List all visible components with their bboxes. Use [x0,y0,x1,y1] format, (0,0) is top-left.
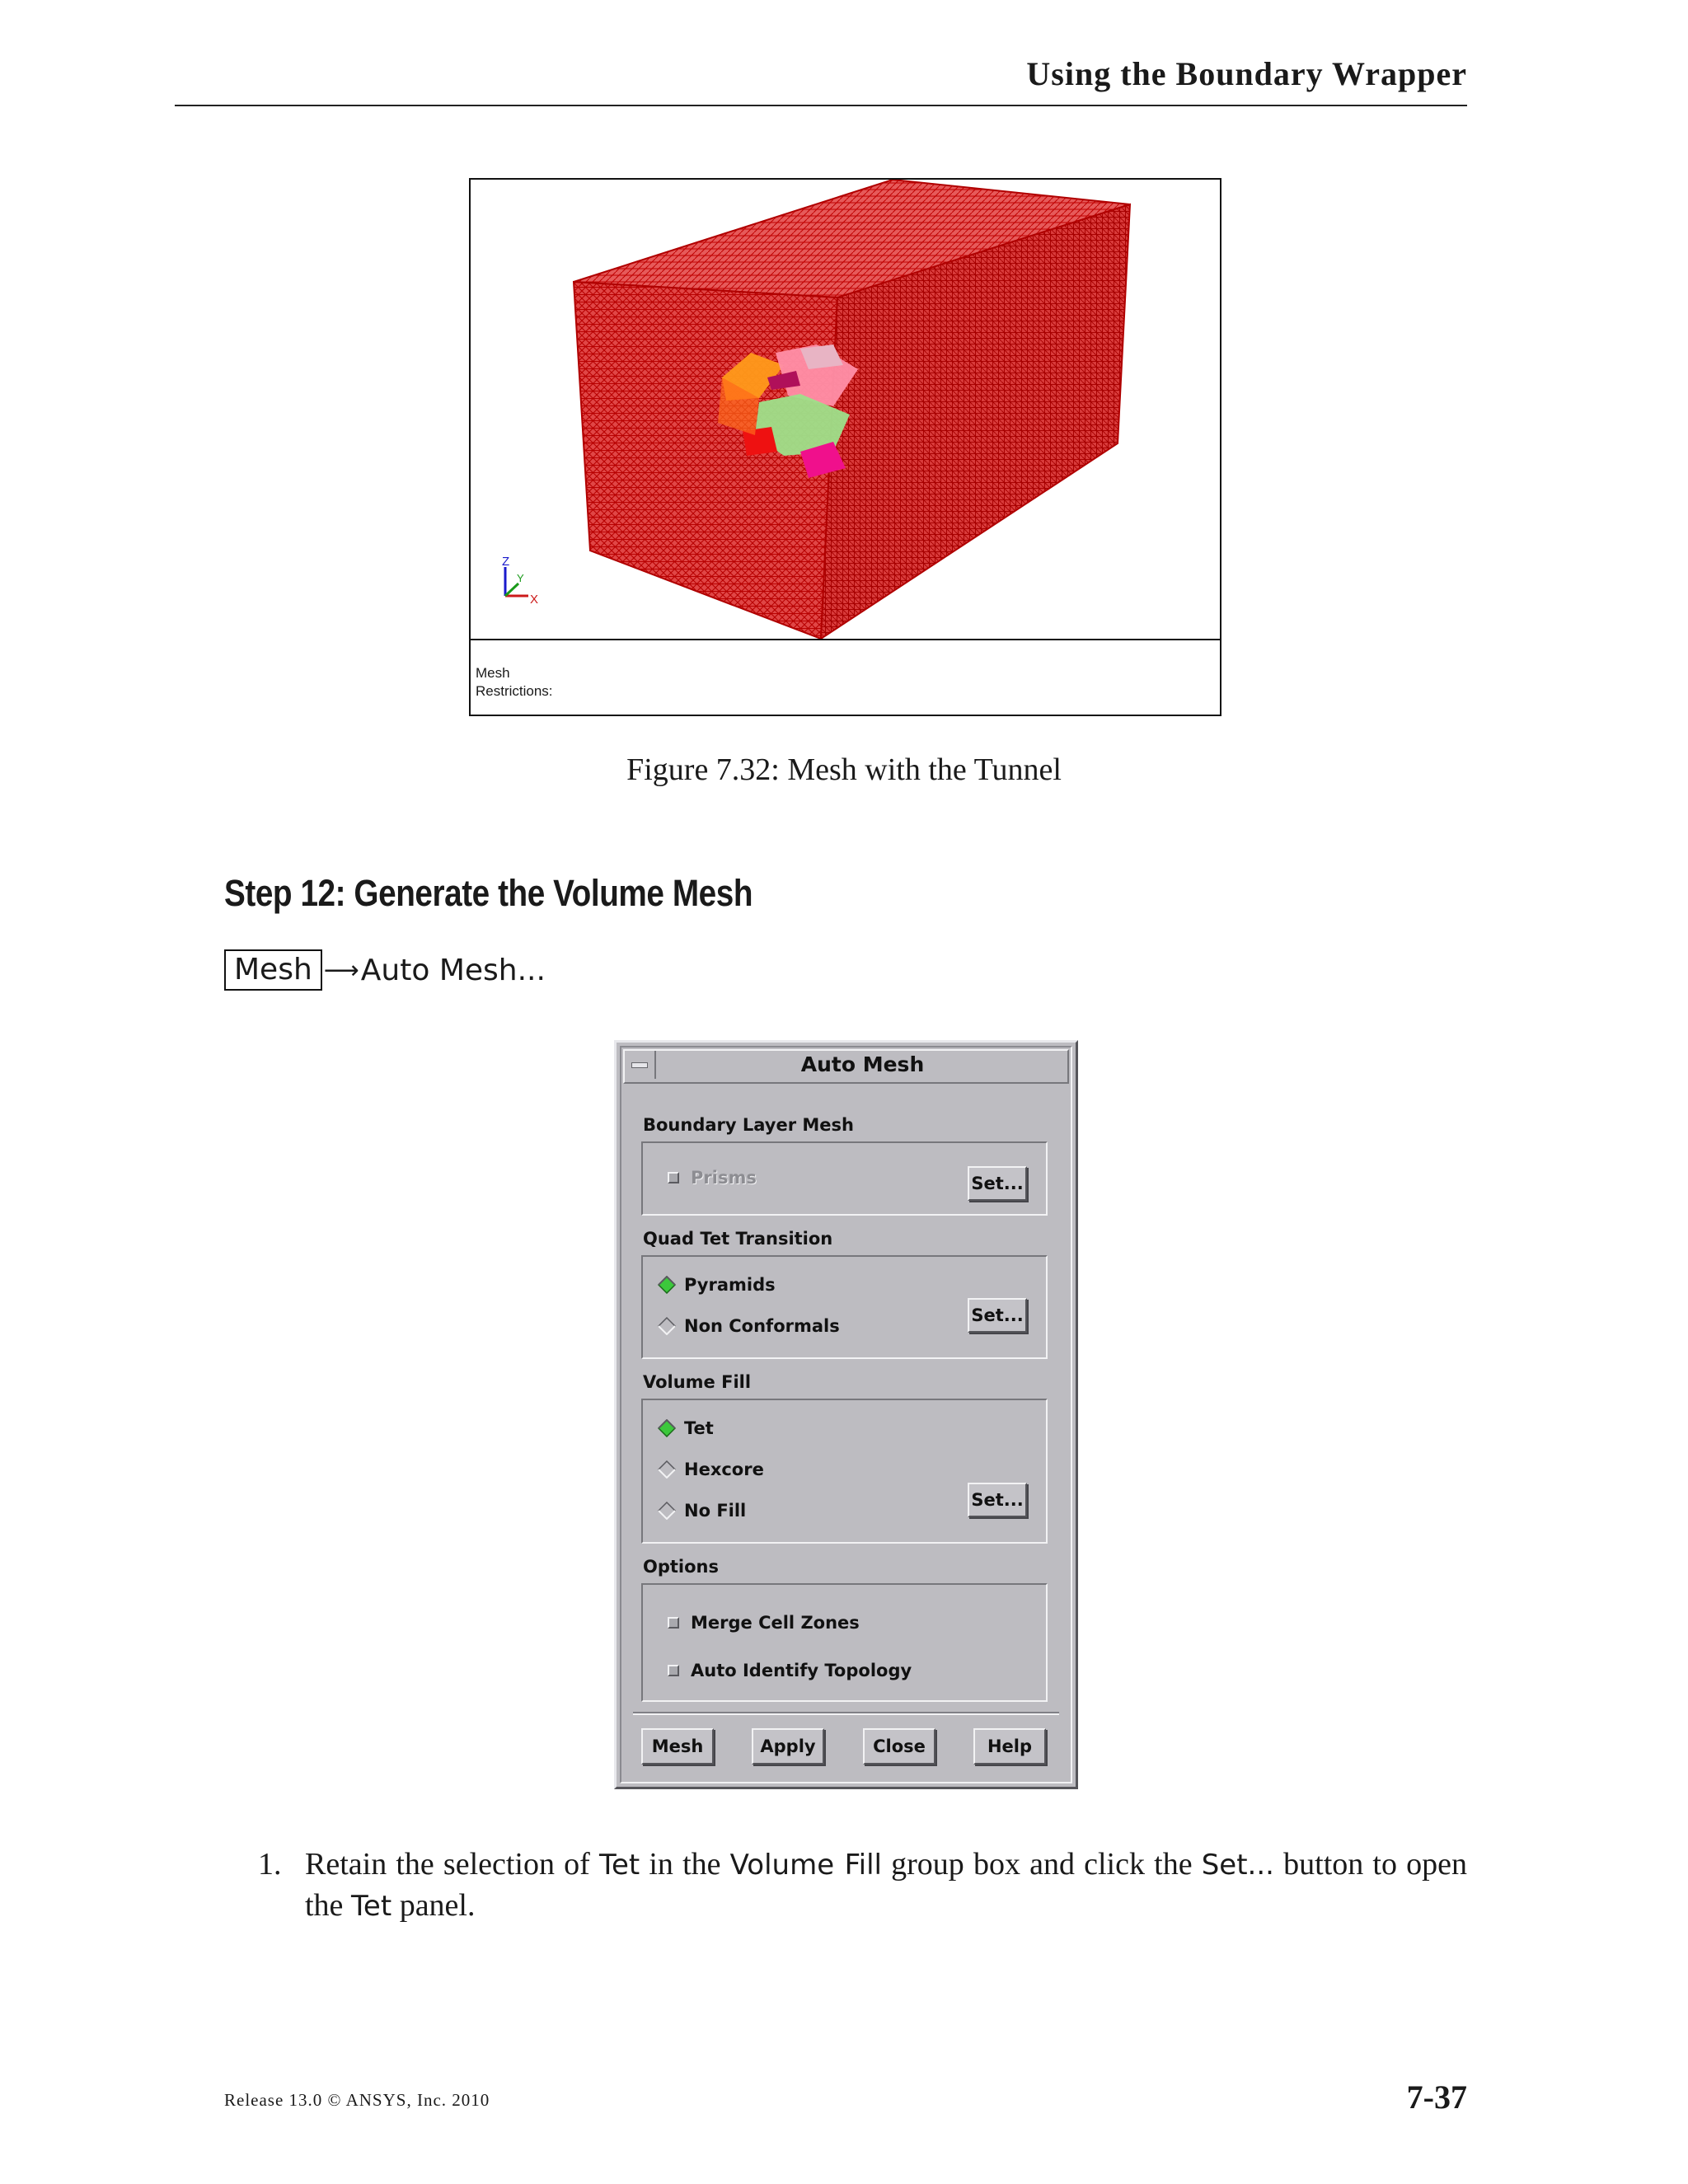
instruction-item [258,1844,1467,1927]
options-group [641,1583,1048,1702]
status-area [476,664,553,701]
auto-mesh-dialog [614,1040,1078,1789]
text-run: button to open the [305,1847,1467,1923]
options-label: Options [643,1557,719,1577]
ui-term: Volume Fill [729,1849,882,1882]
radio-unselected-icon [658,1460,676,1479]
quad-tet-label: Quad Tet Transition [643,1229,833,1249]
tet-label: Tet [684,1418,714,1438]
no-fill-radio[interactable] [658,1501,746,1521]
window-menu-icon [631,1062,648,1068]
prisms-check-indicator [668,1172,679,1183]
radio-selected-icon [658,1419,676,1437]
help-button[interactable]: Help [973,1728,1046,1765]
axis-z-label: Z [502,555,510,569]
non-conformals-label: Non Conformals [684,1316,840,1336]
figure-caption: Figure 7.32: Mesh with the Tunnel [626,752,1062,787]
ui-term: Tet [598,1849,640,1882]
menu-arrow: ⟶ [323,955,359,985]
radio-unselected-icon [658,1502,676,1520]
text-run: Retain the selection of [305,1847,599,1882]
status-line: Mesh [476,665,510,681]
dialog-title: Auto Mesh [800,1052,925,1076]
instruction-text [305,1844,1467,1927]
merge-cell-zones-label: Merge Cell Zones [691,1613,860,1633]
quad-tet-group [641,1255,1048,1359]
volume-fill-set-button[interactable]: Set... [968,1483,1027,1517]
window-menu-button[interactable] [625,1051,656,1079]
apply-button[interactable]: Apply [752,1728,824,1765]
hexcore-radio[interactable] [658,1460,764,1479]
ui-term: Tet [350,1890,392,1923]
volume-fill-label: Volume Fill [643,1372,752,1392]
mesh-figure [469,178,1221,716]
menu-mesh[interactable]: Mesh [224,949,322,991]
no-fill-label: No Fill [684,1501,747,1521]
volume-fill-group [641,1399,1048,1544]
ui-term: Set... [1201,1849,1274,1882]
non-conformals-radio[interactable] [658,1316,840,1336]
menu-path [224,949,546,991]
graphics-viewport [471,180,1220,640]
radio-unselected-icon [658,1317,676,1335]
footer-release: Release 13.0 © ANSYS, Inc. 2010 [224,2090,490,2110]
axis-x-label: X [530,593,539,607]
auto-identify-topology-label: Auto Identify Topology [691,1661,912,1680]
merge-check-indicator [668,1617,679,1629]
axis-y-label: Y [517,572,524,584]
header-rule [175,105,1467,106]
hexcore-label: Hexcore [684,1460,764,1479]
mesh-button[interactable]: Mesh [641,1728,714,1765]
dialog-body [620,1046,1072,1783]
boundary-layer-group [641,1141,1048,1216]
pyramids-radio[interactable] [658,1275,776,1295]
text-run: panel. [392,1888,476,1923]
boundary-layer-set-button[interactable]: Set... [968,1166,1027,1201]
button-separator [633,1712,1059,1715]
page-number: 7-37 [1406,2079,1467,2116]
boundary-layer-label: Boundary Layer Mesh [643,1115,854,1135]
auto-identify-topology-checkbox[interactable] [668,1661,912,1680]
prisms-label: Prisms [691,1168,757,1188]
titlebar[interactable] [623,1049,1069,1084]
running-header: Using the Boundary Wrapper [1026,55,1467,92]
merge-cell-zones-checkbox[interactable] [668,1613,860,1633]
pyramids-label: Pyramids [684,1275,776,1295]
step-heading: Step 12: Generate the Volume Mesh [224,872,753,914]
auto-identify-check-indicator [668,1665,679,1676]
text-run: in the [640,1847,730,1882]
list-number: 1. [258,1847,282,1882]
close-button[interactable]: Close [863,1728,935,1765]
radio-selected-icon [658,1276,676,1294]
menu-item-auto-mesh[interactable]: Auto Mesh... [360,953,546,987]
text-run: group box and click the [882,1847,1202,1882]
status-line: Restrictions: [476,683,553,699]
tet-radio[interactable] [658,1418,714,1438]
mesh-render [471,180,1220,639]
prisms-checkbox[interactable] [668,1168,757,1188]
quad-tet-set-button[interactable]: Set... [968,1298,1027,1333]
